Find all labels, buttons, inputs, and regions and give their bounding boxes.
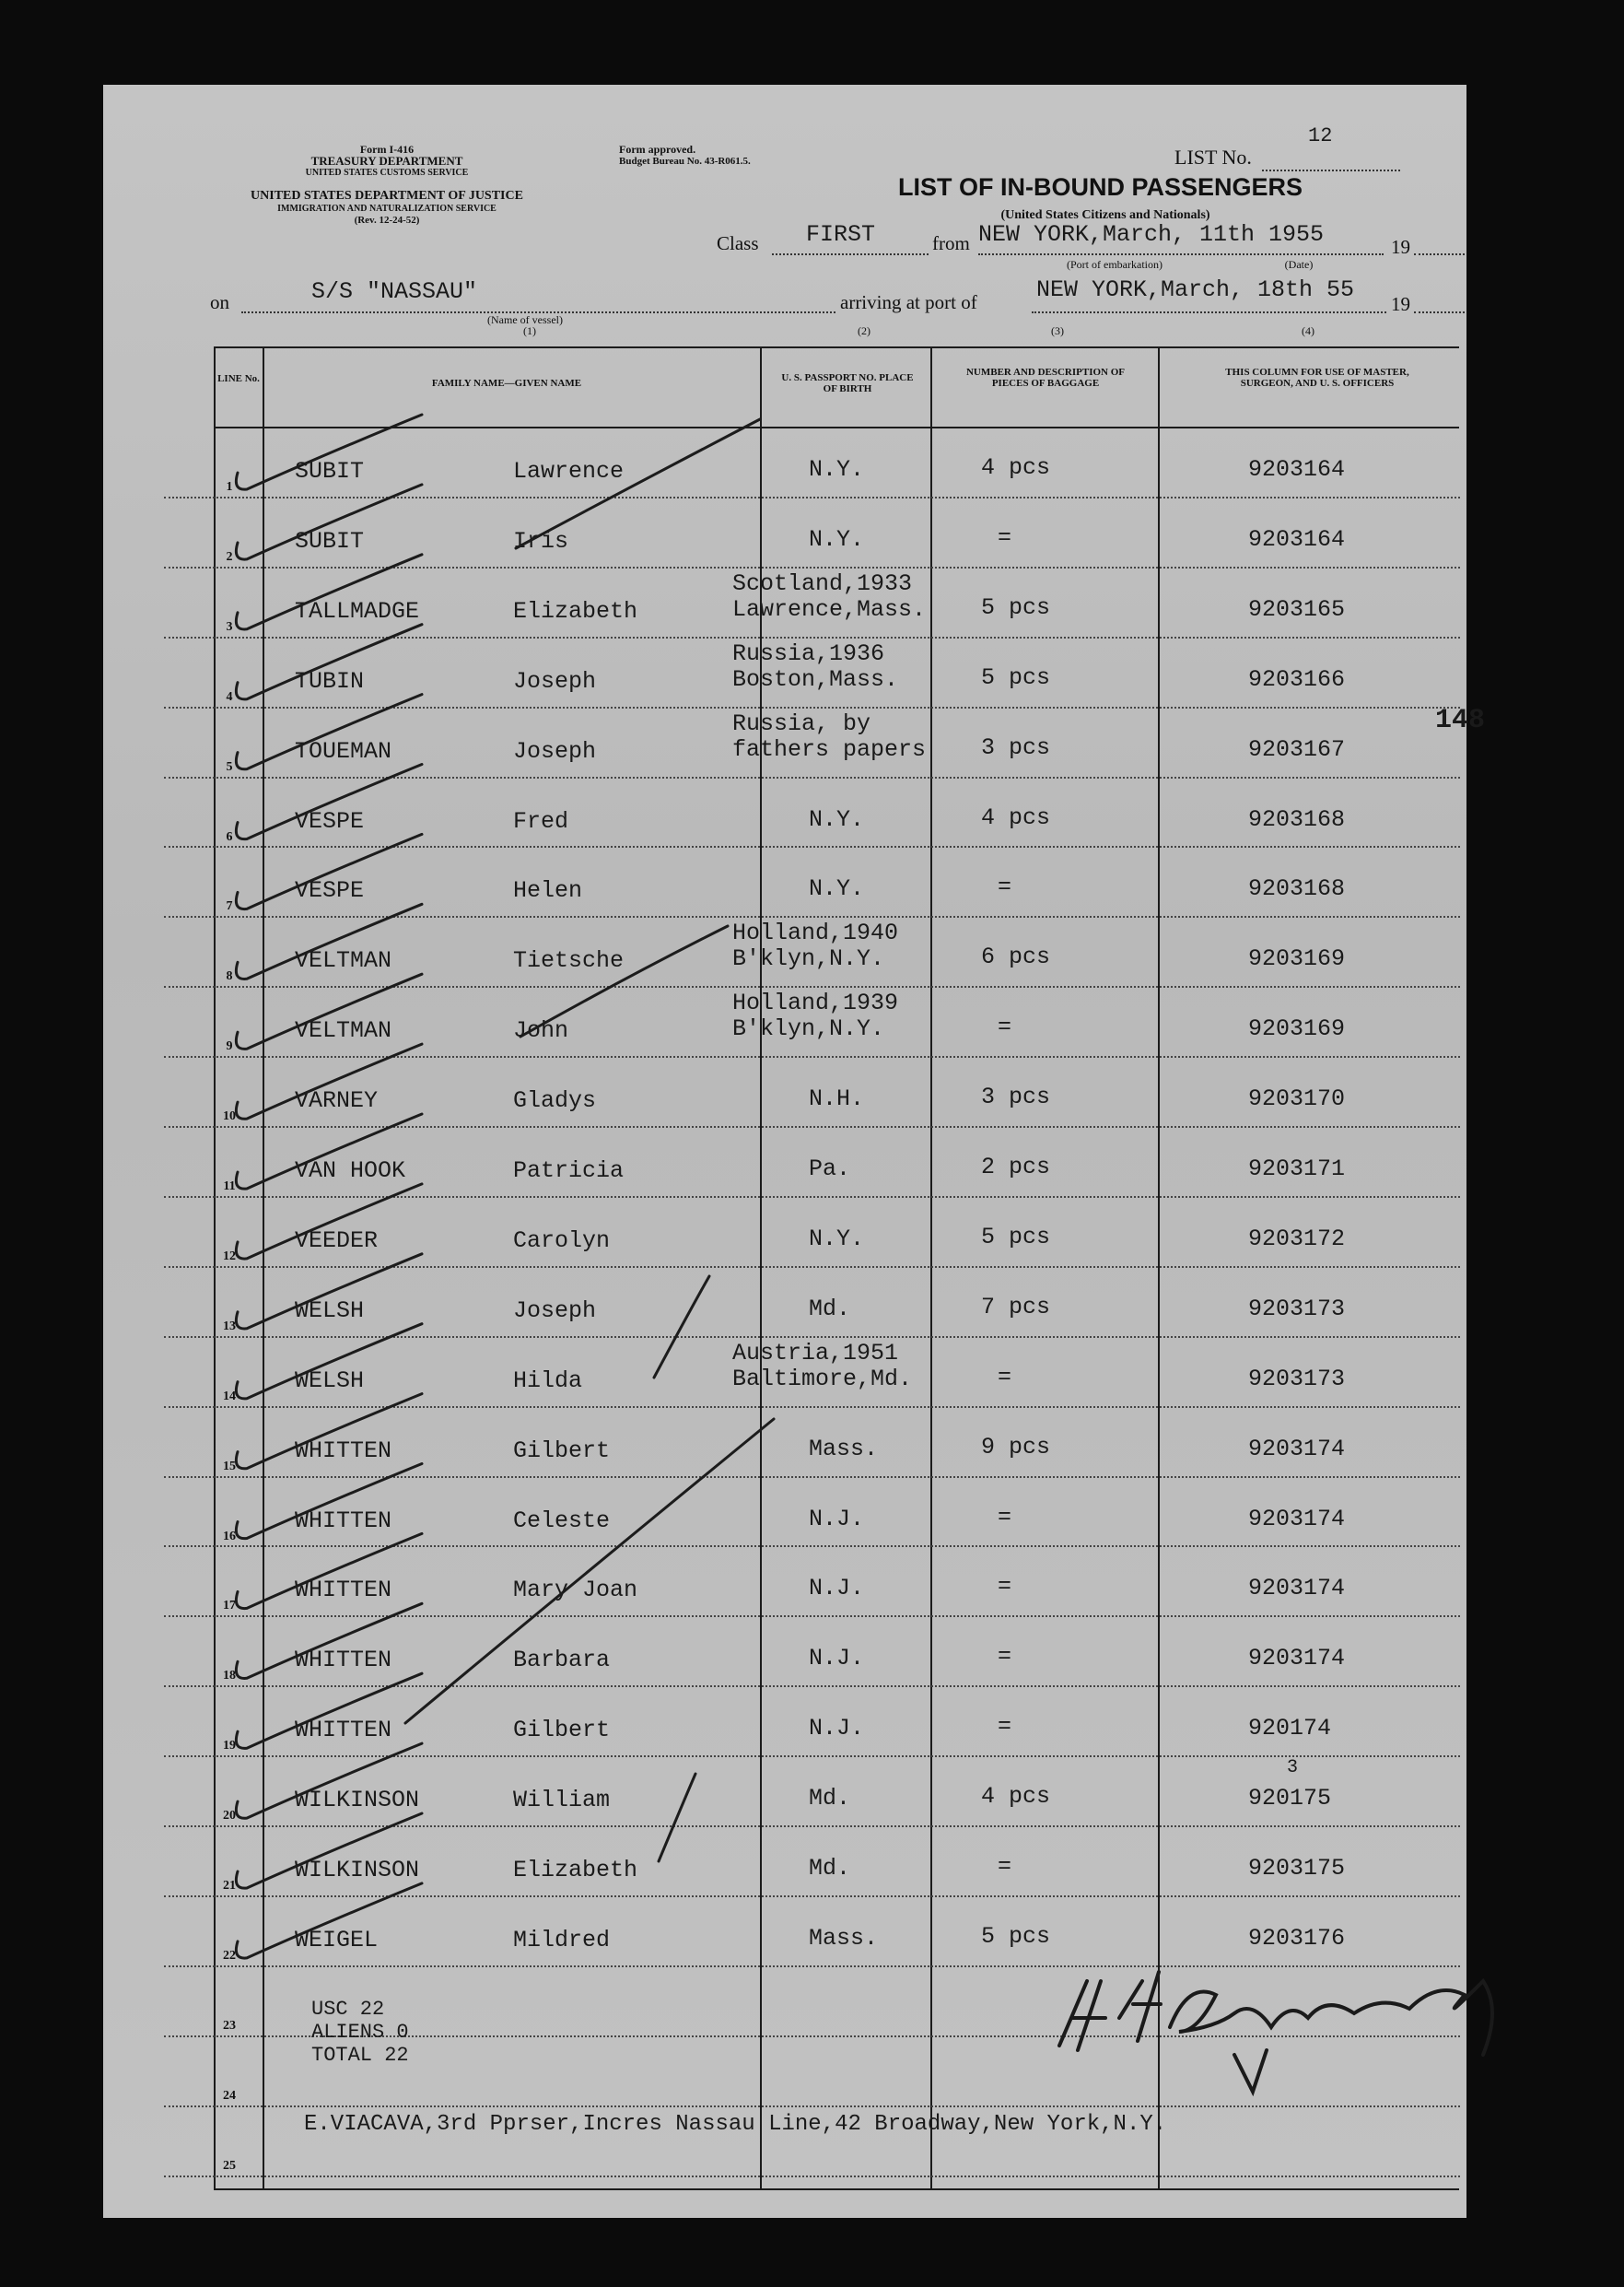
officer-number: 9203174 <box>1248 1505 1346 1532</box>
row-rule <box>164 497 1460 498</box>
birth-line-1: Russia, by <box>732 710 871 737</box>
line-number: 13 <box>223 1319 236 1333</box>
total-count: TOTAL 22 <box>311 2044 409 2067</box>
given-name: Hilda <box>513 1366 583 1394</box>
officer-number: 9203174 <box>1248 1645 1346 1672</box>
row-rule <box>164 707 1460 709</box>
birth-line-1: Holland,1939 <box>732 990 899 1017</box>
family-name: VESPE <box>295 877 365 905</box>
baggage: 2 pcs <box>981 1154 1051 1180</box>
birth-line-2: Boston,Mass. <box>732 665 899 693</box>
line-number: 6 <box>226 829 233 844</box>
line-number: 2 <box>226 549 233 564</box>
row-rule <box>164 1266 1460 1268</box>
page-title: LIST OF IN-BOUND PASSENGERS <box>898 173 1303 201</box>
birth-line-2: N.Y. <box>809 525 865 553</box>
row-rule <box>164 1476 1460 1478</box>
line-number: 3 <box>226 619 233 634</box>
baggage: = <box>998 874 1012 901</box>
baggage: = <box>998 1713 1012 1741</box>
officer-number: 9203164 <box>1248 456 1346 483</box>
passenger-list-sheet <box>103 85 1466 2218</box>
family-name: WILKINSON <box>295 1857 420 1883</box>
line-number: 4 <box>226 689 233 704</box>
officer-number: 9203175 <box>1248 1855 1346 1882</box>
birth-line-2: Md. <box>809 1785 851 1812</box>
birth-line-2: N.Y. <box>809 805 865 833</box>
baggage: = <box>998 1363 1012 1390</box>
family-name: TALLMADGE <box>295 597 420 625</box>
birth-line-2: B'klyn,N.Y. <box>732 945 885 973</box>
officer-number: 9203173 <box>1248 1365 1346 1392</box>
baggage: 6 pcs <box>981 944 1051 971</box>
family-name: VAN HOOK <box>295 1157 406 1184</box>
total-aliens: ALIENS 0 <box>311 2021 409 2044</box>
form-approved: Form approved. <box>619 143 696 156</box>
officer-number: 9203165 <box>1248 595 1346 623</box>
ins-service: IMMIGRATION AND NATURALIZATION SERVICE <box>277 204 497 214</box>
line-number: 16 <box>223 1529 236 1543</box>
list-number-label: LIST No. <box>1174 146 1252 169</box>
birth-line-2: N.H. <box>809 1085 865 1113</box>
line-number: 17 <box>223 1599 236 1613</box>
baggage: 7 pcs <box>981 1293 1051 1320</box>
family-name: WILKINSON <box>295 1787 420 1814</box>
baggage: 5 pcs <box>981 593 1051 621</box>
officer-number: 9203171 <box>1248 1155 1346 1182</box>
family-name: WELSH <box>295 1366 365 1394</box>
column-header-baggage: NUMBER AND DESCRIPTION OF PIECES OF BAGGAGE <box>965 367 1126 389</box>
officer-number: 920175 <box>1248 1785 1332 1812</box>
arriving-label: arriving at port of <box>840 291 977 313</box>
officer-number: 9203172 <box>1248 1225 1346 1252</box>
family-name: TOUEMAN <box>295 737 392 765</box>
row-rule <box>164 1685 1460 1687</box>
officer-number: 9203174 <box>1248 1575 1346 1602</box>
birth-line-2: N.Y. <box>809 456 865 483</box>
row-rule <box>164 916 1460 918</box>
given-name: Elizabeth <box>513 1857 638 1883</box>
family-name: WHITTEN <box>295 1717 392 1744</box>
baggage: = <box>998 523 1012 551</box>
officer-number: 9203168 <box>1248 875 1346 903</box>
given-name: Helen <box>513 877 583 905</box>
column-header-passport: U. S. PASSPORT NO. PLACE OF BIRTH <box>781 372 914 394</box>
baggage: 5 pcs <box>981 1922 1051 1950</box>
column-header-line: LINE No. <box>217 373 260 384</box>
customs-service: UNITED STATES CUSTOMS SERVICE <box>305 168 469 178</box>
total-usc: USC 22 <box>311 1998 385 2021</box>
line-number: 11 <box>223 1179 236 1193</box>
officer-number: 9203166 <box>1248 665 1346 693</box>
row-rule <box>164 2176 1460 2177</box>
given-name: Elizabeth <box>513 597 638 625</box>
given-name: William <box>513 1787 611 1814</box>
birth-line-2: N.J. <box>809 1575 865 1602</box>
baggage: = <box>998 1503 1012 1531</box>
row-rule <box>164 846 1460 848</box>
form-number: Form I-416 <box>359 143 415 156</box>
birth-line-2: Pa. <box>809 1155 851 1182</box>
baggage: 4 pcs <box>981 454 1051 481</box>
given-name: Fred <box>513 807 569 835</box>
line-number: 15 <box>223 1459 236 1473</box>
family-name: VELTMAN <box>295 947 392 975</box>
row-rule <box>164 1056 1460 1058</box>
line-number: 12 <box>223 1249 236 1263</box>
birth-line-2: Lawrence,Mass. <box>732 595 927 623</box>
col-divider-officers <box>1158 346 1160 2189</box>
family-name: SUBIT <box>295 458 365 485</box>
family-name: VESPE <box>295 807 365 835</box>
officer-number: 9203174 <box>1248 1435 1346 1462</box>
line-number: 20 <box>223 1809 236 1824</box>
given-name: Barbara <box>513 1647 611 1674</box>
line-number: 25 <box>223 2158 236 2173</box>
departure-value: NEW YORK,March, 11th 1955 <box>978 221 1325 248</box>
officer-number: 9203164 <box>1248 525 1346 553</box>
birth-line-1: Russia,1936 <box>732 639 885 667</box>
year-label-2: 19 <box>1391 293 1410 315</box>
birth-line-1: Austria,1951 <box>732 1339 899 1366</box>
given-name: Joseph <box>513 667 597 695</box>
year-line-2 <box>1414 311 1465 313</box>
officer-number: 9203167 <box>1248 735 1346 763</box>
line-number: 8 <box>226 969 233 984</box>
birth-line-1: Holland,1940 <box>732 920 899 947</box>
baggage: 3 pcs <box>981 1084 1051 1111</box>
purser-footer-line: E.VIACAVA,3rd Pprser,Incres Nassau Line,42 Broadway,New York,N.Y. <box>304 2112 1167 2137</box>
column-number-2: (2) <box>858 324 870 337</box>
row-rule <box>164 1126 1460 1128</box>
line-number: 5 <box>226 759 233 774</box>
given-name: Gilbert <box>513 1717 611 1744</box>
baggage: = <box>998 1643 1012 1671</box>
column-header-name: FAMILY NAME—GIVEN NAME <box>431 378 582 389</box>
officer-number: 9203173 <box>1248 1295 1346 1322</box>
given-name: Joseph <box>513 737 597 765</box>
baggage: = <box>998 1853 1012 1880</box>
family-name: TUBIN <box>295 667 365 695</box>
page-subtitle: (United States Citizens and Nationals) <box>1000 208 1210 222</box>
officer-number: 9203170 <box>1248 1085 1346 1113</box>
family-name: WHITTEN <box>295 1647 392 1674</box>
revision-date: (Rev. 12-24-52) <box>354 215 420 226</box>
line-number: 19 <box>223 1739 236 1753</box>
row-rule <box>164 1545 1460 1547</box>
column-number-1: (1) <box>523 324 536 337</box>
officer-number: 9203176 <box>1248 1924 1346 1952</box>
list-number-line <box>1262 170 1400 171</box>
column-number-3: (3) <box>1051 324 1064 337</box>
given-name: Mildred <box>513 1926 611 1953</box>
given-name: Patricia <box>513 1157 625 1184</box>
birth-line-2: fathers papers <box>732 735 927 763</box>
row-rule <box>164 567 1460 569</box>
baggage: 5 pcs <box>981 1223 1051 1250</box>
row-rule <box>164 1336 1460 1338</box>
family-name: WHITTEN <box>295 1577 392 1604</box>
birth-line-2: Md. <box>809 1295 851 1322</box>
birth-line-2: Baltimore,Md. <box>732 1365 913 1392</box>
col-divider-passport <box>760 346 762 2189</box>
given-name: Lawrence <box>513 458 625 485</box>
birth-line-2: Mass. <box>809 1435 879 1462</box>
col-divider-name <box>263 346 264 2189</box>
list-number-value: 12 <box>1308 124 1333 147</box>
row-rule <box>164 986 1460 988</box>
side-page-number: 148 <box>1435 705 1486 736</box>
baggage: 3 pcs <box>981 733 1051 761</box>
class-value: FIRST <box>806 221 876 248</box>
birth-line-2: N.J. <box>809 1715 865 1742</box>
year-label-1: 19 <box>1391 236 1410 258</box>
birth-line-2: N.J. <box>809 1505 865 1532</box>
vessel-name: S/S "NASSAU" <box>311 278 478 305</box>
table-top-rule <box>214 346 1459 348</box>
table-bottom-rule <box>214 2188 1459 2190</box>
line-number: 7 <box>226 899 233 914</box>
baggage: = <box>998 1573 1012 1601</box>
row-rule <box>164 1895 1460 1897</box>
family-name: VEEDER <box>295 1226 379 1254</box>
table-header-rule <box>214 427 1459 428</box>
birth-line-2: N.J. <box>809 1645 865 1672</box>
from-label: from <box>932 232 970 254</box>
line-number: 9 <box>226 1039 233 1054</box>
given-name: Tietsche <box>513 947 625 975</box>
column-number-4: (4) <box>1302 324 1314 337</box>
officer-correction-note: 3 <box>1287 1757 1299 1778</box>
officer-number: 9203168 <box>1248 805 1346 833</box>
line-number: 18 <box>223 1669 236 1683</box>
baggage: 4 pcs <box>981 1783 1051 1811</box>
family-name: WHITTEN <box>295 1507 392 1534</box>
row-rule <box>164 1825 1460 1827</box>
birth-line-2: N.Y. <box>809 875 865 903</box>
baggage: = <box>998 1014 1012 1041</box>
officer-number: 920174 <box>1248 1715 1332 1742</box>
row-rule <box>164 777 1460 779</box>
line-number: 24 <box>223 2088 236 2103</box>
baggage: 4 pcs <box>981 803 1051 831</box>
budget-bureau: Budget Bureau No. 43-R061.5. <box>619 156 751 167</box>
family-name: VARNEY <box>295 1087 379 1115</box>
birth-line-2: Mass. <box>809 1924 879 1952</box>
treasury-dept: TREASURY DEPARTMENT <box>310 154 463 168</box>
given-name: Mary Joan <box>513 1577 638 1604</box>
column-header-officers: THIS COLUMN FOR USE OF MASTER, SURGEON, AND U. S. OFFICERS <box>1225 367 1409 389</box>
family-name: WEIGEL <box>295 1926 379 1953</box>
given-name: Iris <box>513 527 569 555</box>
class-line <box>772 253 929 255</box>
port-embarkation-caption: (Port of embarkation) <box>1067 258 1163 271</box>
birth-line-2: N.Y. <box>809 1225 865 1252</box>
row-rule <box>164 1965 1460 1967</box>
class-label: Class <box>717 232 759 254</box>
on-label: on <box>210 291 229 313</box>
arrival-value: NEW YORK,March, 18th 55 <box>1036 276 1355 303</box>
given-name: Gilbert <box>513 1437 611 1464</box>
officer-number: 9203169 <box>1248 1015 1346 1043</box>
row-rule <box>164 1755 1460 1757</box>
birth-line-2: B'klyn,N.Y. <box>732 1015 885 1043</box>
col-divider-baggage <box>930 346 932 2189</box>
line-number: 1 <box>226 480 233 494</box>
family-name: WHITTEN <box>295 1437 392 1464</box>
vessel-caption: (Name of vessel) <box>487 313 563 326</box>
given-name: Joseph <box>513 1296 597 1324</box>
birth-line-1: Scotland,1933 <box>732 569 913 597</box>
line-number: 10 <box>223 1109 236 1124</box>
row-rule <box>164 1196 1460 1198</box>
from-line <box>978 253 1384 255</box>
row-rule <box>164 637 1460 639</box>
row-rule <box>164 1406 1460 1408</box>
row-rule <box>164 1615 1460 1617</box>
row-rule <box>164 2105 1460 2107</box>
given-name: Carolyn <box>513 1226 611 1254</box>
given-name: Gladys <box>513 1087 597 1115</box>
year-line-1 <box>1414 253 1465 255</box>
date-caption: (Date) <box>1284 258 1314 271</box>
baggage: 9 pcs <box>981 1433 1051 1460</box>
birth-line-2: Md. <box>809 1855 851 1882</box>
officer-number: 9203169 <box>1248 945 1346 973</box>
line-number: 22 <box>223 1948 236 1963</box>
line-number: 23 <box>223 2018 236 2033</box>
justice-dept: UNITED STATES DEPARTMENT OF JUSTICE <box>251 189 523 203</box>
baggage: 5 pcs <box>981 663 1051 691</box>
family-name: WELSH <box>295 1296 365 1324</box>
family-name: VELTMAN <box>295 1017 392 1045</box>
family-name: SUBIT <box>295 527 365 555</box>
line-number: 21 <box>223 1879 236 1893</box>
given-name: John <box>513 1017 569 1045</box>
line-number: 14 <box>223 1389 236 1403</box>
arrival-line <box>1032 311 1386 313</box>
given-name: Celeste <box>513 1507 611 1534</box>
